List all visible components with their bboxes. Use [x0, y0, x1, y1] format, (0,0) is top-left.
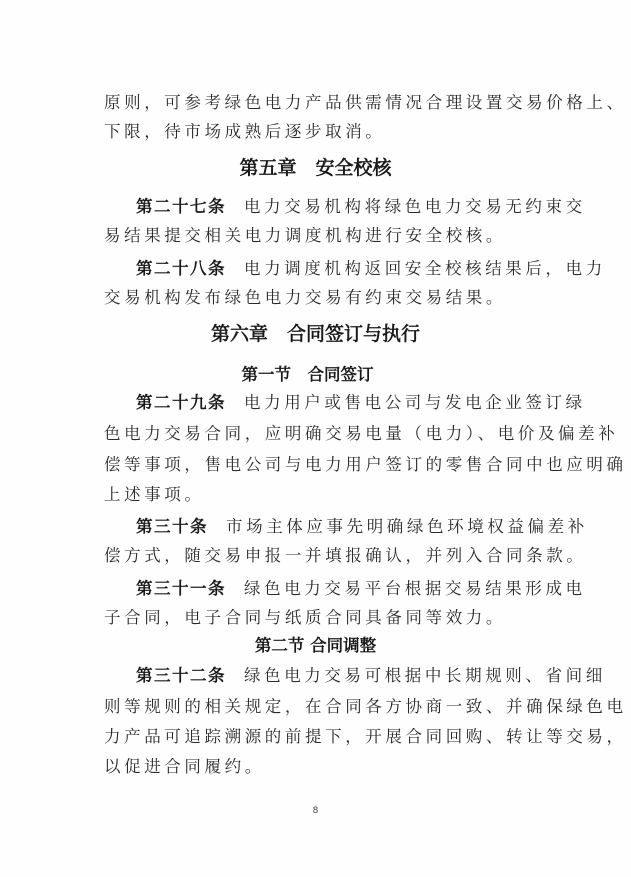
body-text-line: 易结果提交相关电力调度机构进行安全校核。	[104, 226, 506, 245]
article-27-first-line	[136, 196, 586, 218]
article-27-text: 电力交易机构将绿色电力交易无约束交	[244, 197, 586, 216]
article-32-first-line	[136, 665, 606, 687]
body-text-line: 原则，可参考绿色电力产品供需情况合理设置交易价格上、	[104, 93, 627, 112]
body-text-line: 子合同，电子合同与纸质合同具备同等效力。	[104, 608, 506, 627]
body-text-line: 上述事项。	[104, 485, 205, 504]
body-text-line: 以促进合同履约。	[104, 757, 265, 776]
article-30-first-line	[136, 516, 588, 538]
chapter-6-title: 第六章 合同签订与执行	[210, 323, 420, 345]
article-29-label: 第二十九条	[136, 393, 226, 412]
article-28-text: 电力调度机构返回安全校核结果后，电力	[244, 259, 606, 278]
section-1-title: 第一节 合同签订	[241, 365, 374, 384]
article-32-label: 第三十二条	[136, 666, 226, 685]
body-text-line: 偿方式，随交易申报一并填报确认，并列入合同条款。	[104, 546, 587, 565]
article-30-label: 第三十条	[136, 517, 208, 536]
body-text-line: 下限，待市场成熟后逐步取消。	[104, 122, 386, 141]
article-31-label: 第三十一条	[136, 579, 226, 598]
article-30-text: 市场主体应事先明确绿色环境权益偏差补	[226, 517, 588, 536]
article-31-text: 绿色电力交易平台根据交易结果形成电	[244, 579, 586, 598]
page-number: 8	[312, 806, 319, 816]
article-29-text: 电力用户或售电公司与发电企业签订绿	[244, 393, 586, 412]
body-text-line: 则等规则的相关规定，在合同各方协商一致、并确保绿色电	[104, 697, 627, 716]
article-31-first-line	[136, 578, 586, 600]
article-29-first-line	[136, 392, 586, 414]
body-text-line: 色电力交易合同，应明确交易电量（电力）、电价及偏差补	[104, 424, 619, 443]
chapter-5-title: 第五章 安全校核	[239, 157, 392, 179]
body-text-line: 力产品可追踪溯源的前提下，开展合同回购、转让等交易，	[104, 727, 627, 746]
article-28-first-line	[136, 258, 606, 280]
article-32-text: 绿色电力交易可根据中长期规则、省间细	[244, 666, 606, 685]
section-2-title: 第二节 合同调整	[254, 636, 377, 655]
body-text-line: 偿等事项，售电公司与电力用户签订的零售合同中也应明确	[104, 455, 627, 474]
body-text-line: 交易机构发布绿色电力交易有约束交易结果。	[104, 288, 506, 307]
article-27-label: 第二十七条	[136, 197, 226, 216]
article-28-label: 第二十八条	[136, 259, 226, 278]
